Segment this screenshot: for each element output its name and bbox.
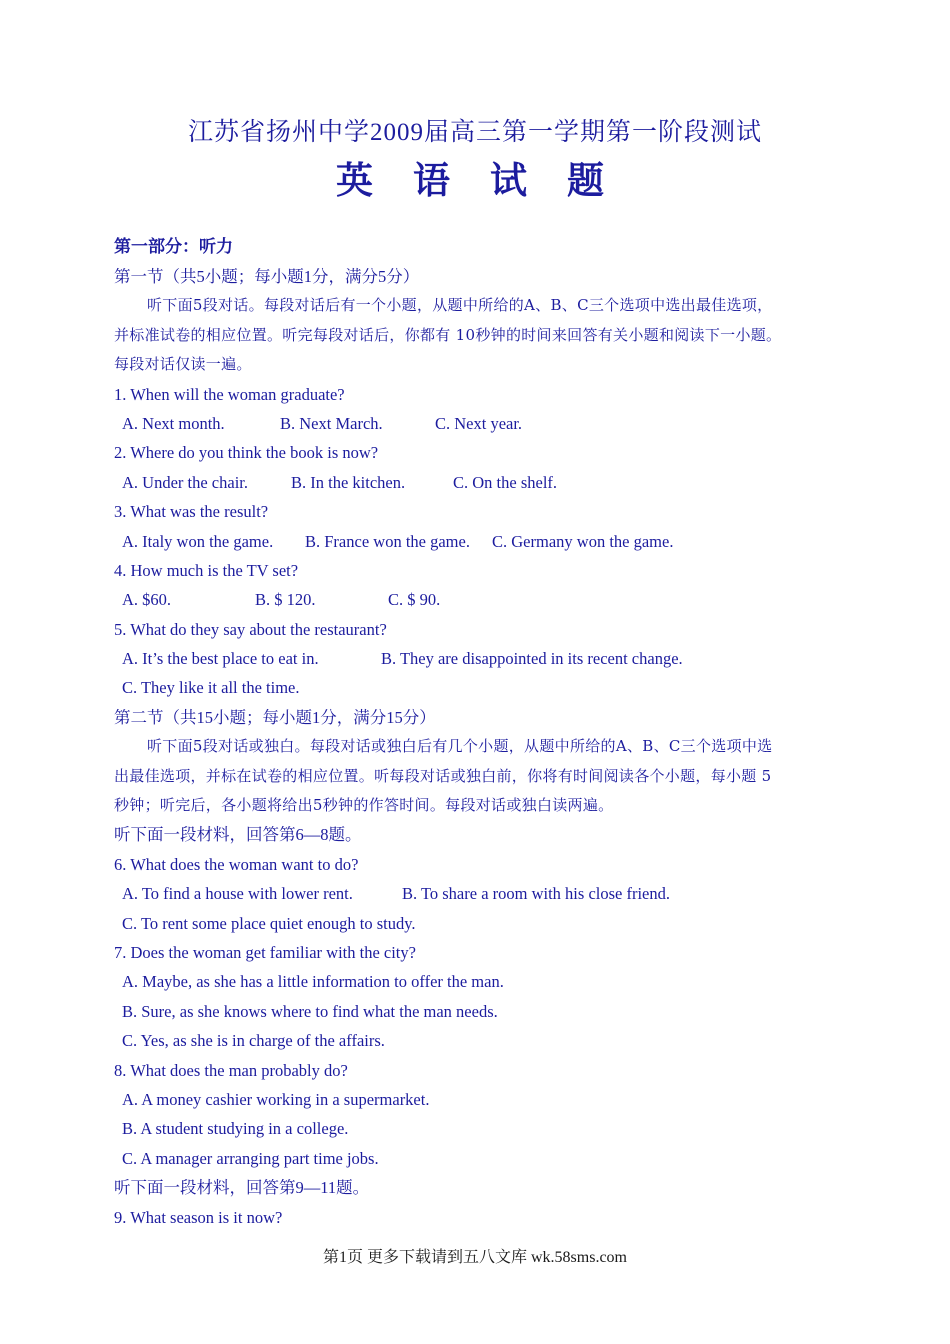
option-a: A. Italy won the game.	[122, 531, 274, 551]
section2-heading: 第二节（共15小题；每小题1分，满分15分）	[114, 707, 436, 727]
question-5-option-c	[114, 673, 854, 702]
option-c: C. On the shelf.	[453, 472, 558, 492]
option-b: B. Sure, as she knows where to find what the man needs.	[122, 1001, 498, 1021]
question-1: 1. When will the woman graduate?	[114, 384, 345, 404]
option-c: C. Next year.	[435, 413, 523, 433]
option-c: C. $ 90.	[388, 590, 441, 610]
option-c: C. To rent some place quiet enough to study.	[122, 913, 416, 933]
option-a: A. Under the chair.	[122, 472, 248, 492]
section2-instruction-3: 秒钟；听完后，各小题将给出5秒钟的作答时间。每段对话或独白读两遍。	[114, 796, 614, 815]
option-b: B. A student studying in a college.	[122, 1119, 349, 1139]
section1-instruction-2: 并标准试卷的相应位置。听完每段对话后，你都有 10秒钟的时间来回答有关小题和阅读下一小题。	[114, 325, 782, 344]
question-7: 7. Does the woman get familiar with the city?	[114, 942, 416, 962]
option-b: B. $ 120.	[255, 590, 316, 610]
question-2: 2. Where do you think the book is now?	[114, 443, 379, 463]
exam-content	[114, 232, 854, 1232]
question-4-options	[114, 585, 854, 614]
question-8-option-b	[114, 1114, 854, 1143]
question-2-options	[114, 468, 854, 497]
section2-instruction-2: 出最佳选项，并标在试卷的相应位置。听每段对话或独白前，你将有时间阅读各个小题，每小题 5	[114, 766, 772, 785]
section1-instruction-1: 听下面5段对话。每段对话后有一个小题，从题中所给的A、B、C三个选项中选出最佳选项，	[147, 296, 773, 315]
option-b: B. To share a room with his close friend.	[402, 884, 670, 904]
question-6: 6. What does the woman want to do?	[114, 854, 359, 874]
material-note-1: 听下面一段材料，回答第6—8题。	[114, 825, 362, 845]
question-3: 3. What was the result?	[114, 502, 269, 522]
option-c: C. Germany won the game.	[492, 531, 674, 551]
question-7-option-b	[114, 997, 854, 1026]
question-5-options	[114, 644, 854, 673]
question-8-option-c	[114, 1144, 854, 1173]
question-4: 4. How much is the TV set?	[114, 560, 299, 580]
question-6-option-c	[114, 909, 854, 938]
question-5: 5. What do they say about the restaurant?	[114, 619, 387, 639]
page-footer: 第1页 更多下载请到五八文库 wk.58sms.com	[322, 1249, 627, 1266]
question-8: 8. What does the man probably do?	[114, 1060, 348, 1080]
option-a: A. Maybe, as she has a little information to offer the man.	[122, 972, 504, 992]
option-a: A. To find a house with lower rent.	[122, 884, 353, 904]
question-6-options	[114, 879, 854, 908]
question-8-option-a	[114, 1085, 854, 1114]
subject-title: 英语试题	[336, 159, 644, 202]
part1-heading: 第一部分：听力	[114, 237, 233, 257]
option-a: A. It’s the best place to eat in.	[122, 649, 319, 669]
section1-instruction-3: 每段对话仅读一遍。	[114, 355, 252, 374]
option-a: A. $60.	[122, 590, 172, 610]
material-note-2: 听下面一段材料，回答第9—11题。	[114, 1178, 370, 1198]
option-b: B. They are disappointed in its recent change.	[381, 649, 683, 669]
option-b: B. In the kitchen.	[291, 472, 406, 492]
section2-instruction-1: 听下面5段对话或独白。每段对话或独白后有几个小题，从题中所给的A、B、C三个选项中选	[147, 737, 773, 756]
option-a: A. A money cashier working in a supermarket.	[122, 1089, 430, 1109]
option-b: B. France won the game.	[305, 531, 470, 551]
question-9: 9. What season is it now?	[114, 1207, 283, 1227]
question-7-option-c	[114, 1026, 854, 1055]
option-c: C. They like it all the time.	[122, 678, 300, 698]
option-b: B. Next March.	[280, 413, 383, 433]
question-7-option-a	[114, 967, 854, 996]
option-c: C. A manager arranging part time jobs.	[122, 1148, 379, 1168]
option-a: A. Next month.	[122, 413, 225, 433]
school-title: 江苏省扬州中学2009届高三第一学期第一阶段测试	[187, 119, 762, 146]
option-c: C. Yes, as she is in charge of the affairs.	[122, 1031, 385, 1051]
question-1-options	[114, 409, 854, 438]
section1-heading: 第一节（共5小题；每小题1分，满分5分）	[114, 267, 420, 286]
question-3-options	[114, 527, 854, 556]
